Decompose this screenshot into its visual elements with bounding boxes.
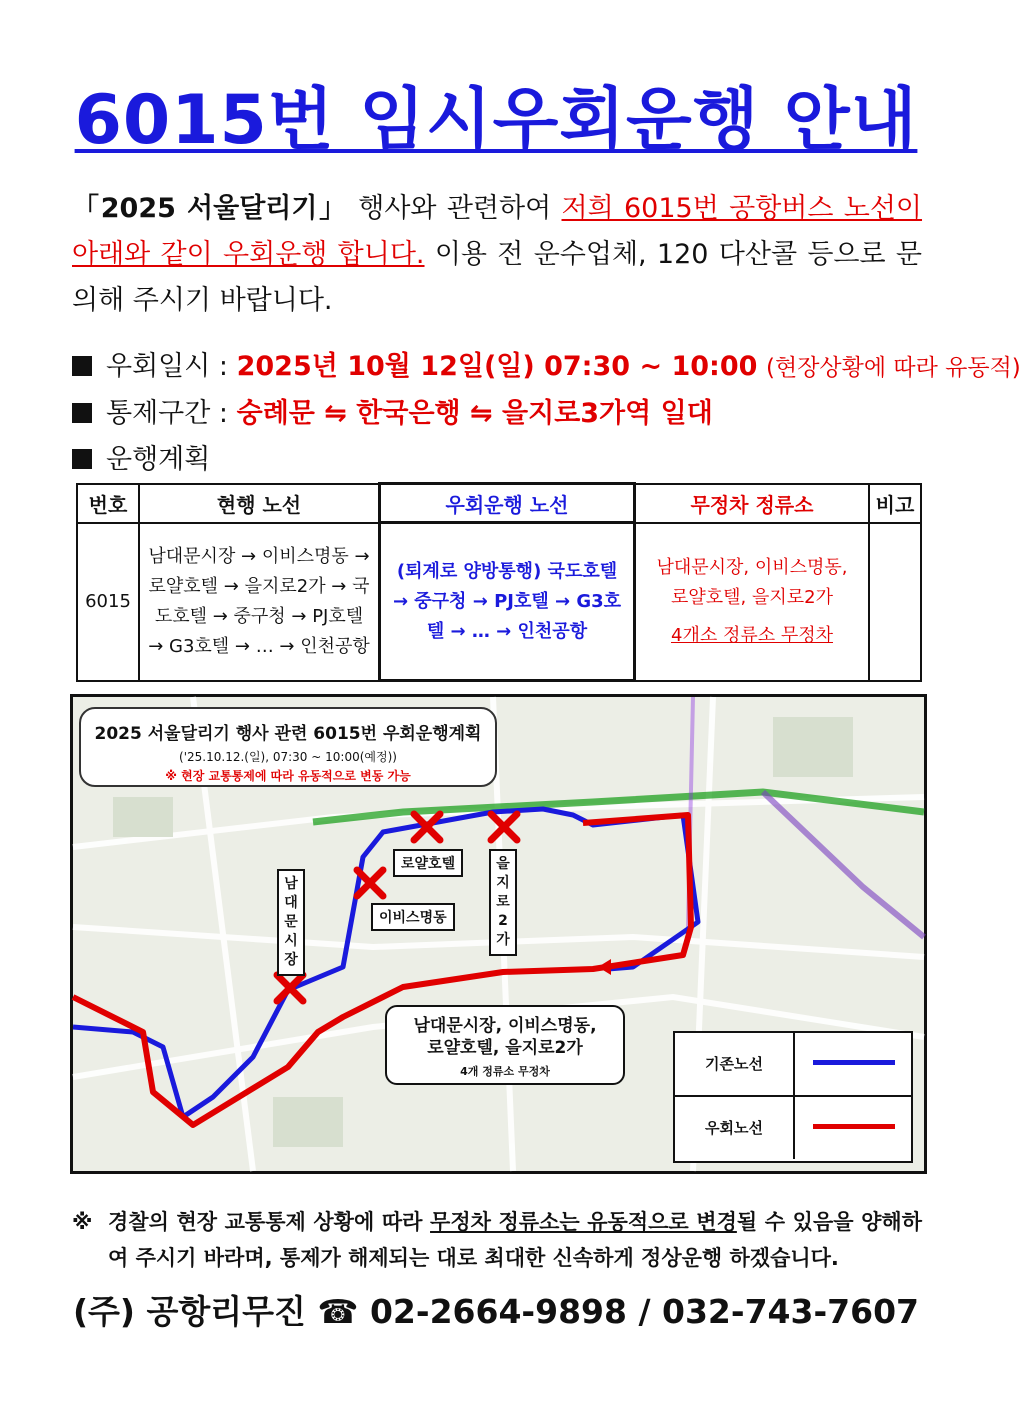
notice-mark: ※ bbox=[72, 1210, 93, 1234]
legend-detour-swatch bbox=[813, 1124, 895, 1129]
square-bullet-icon bbox=[72, 403, 92, 423]
header-current-route: 현행 노선 bbox=[139, 484, 380, 523]
map-legend bbox=[673, 1031, 913, 1163]
plan-label: 운행계획 bbox=[106, 444, 211, 475]
date-value: 2025년 10월 12일(일) 07:30 ~ 10:00 bbox=[236, 351, 758, 382]
map-subtitle: ('25.10.12.(일), 07:30 ~ 10:00(예정)) bbox=[179, 750, 397, 764]
stop-label-ibis-myeongdong: 이비스명동 bbox=[371, 903, 455, 931]
bullet-plan bbox=[72, 437, 942, 483]
map-title: 2025 서울달리기 행사 관련 6015번 우회운행계획 bbox=[94, 724, 482, 744]
map-warning: ※ 현장 교통통제에 따라 유동적으로 변동 가능 bbox=[165, 769, 411, 783]
date-label: 우회일시 : bbox=[106, 351, 229, 382]
header-remark: 비고 bbox=[869, 484, 921, 523]
bullet-area bbox=[72, 391, 942, 437]
header-number: 번호 bbox=[77, 484, 139, 523]
page-title: 6015번 임시우회운행 안내 bbox=[74, 81, 918, 160]
legend-detour-label: 우회노선 bbox=[675, 1097, 795, 1159]
header-detour-route: 우회운행 노선 bbox=[380, 484, 635, 523]
square-bullet-icon bbox=[72, 356, 92, 376]
cell-remark bbox=[869, 523, 921, 681]
route-map bbox=[70, 694, 927, 1174]
info-bullets bbox=[72, 344, 1021, 483]
area-value: 숭례문 ⇋ 한국은행 ⇋ 을지로3가역 일대 bbox=[236, 398, 713, 429]
notice bbox=[72, 1204, 922, 1276]
callout-line-2: 로얄호텔, 을지로2가 bbox=[427, 1038, 583, 1058]
cell-skipped-stops bbox=[635, 523, 870, 681]
event-name: 「2025 서울달리기」 bbox=[72, 193, 348, 224]
intro-text-1: 행사와 관련하여 bbox=[347, 193, 562, 224]
notice-text-1: 경찰의 현장 교통통제 상황에 따라 bbox=[108, 1210, 431, 1234]
notice-underlined: 무정차 정류소는 유동적으로 변경 bbox=[430, 1210, 737, 1234]
intro-highlight: 저희 6015번 공항버스 노선이 아래와 같이 우회운행 합니다. bbox=[72, 193, 923, 270]
cell-number: 6015 bbox=[77, 523, 139, 681]
legend-existing-swatch bbox=[813, 1060, 895, 1065]
callout-line-3: 4개 정류소 무정차 bbox=[460, 1065, 550, 1078]
skipped-stops-list: 남대문시장, 이비스명동, 로얄호텔, 을지로2가 bbox=[656, 556, 848, 608]
intro-text-2: 이용 전 운수업체, 120 다산콜 등으로 문의해 주시기 바랍니다. bbox=[72, 239, 922, 316]
callout-line-1: 남대문시장, 이비스명동, bbox=[413, 1016, 597, 1036]
header-skipped-stops: 무정차 정류소 bbox=[635, 484, 870, 523]
table-header-row bbox=[77, 484, 921, 523]
route-plan-table bbox=[76, 482, 922, 682]
legend-detour bbox=[675, 1097, 911, 1159]
stop-label-royal-hotel: 로얄호텔 bbox=[393, 849, 463, 877]
skipped-stops-callout bbox=[385, 1005, 625, 1085]
bullet-date bbox=[72, 344, 1021, 391]
skipped-stops-count: 4개소 정류소 무정차 bbox=[671, 624, 833, 646]
square-bullet-icon bbox=[72, 449, 92, 469]
map-title-box bbox=[79, 707, 497, 787]
stop-label-euljiro-2ga: 을지로2가 bbox=[489, 849, 517, 956]
cell-current-route: 남대문시장 → 이비스명동 → 로얄호텔 → 을지로2가 → 국도호텔 → 중구청 → PJ호텔 → G3호텔 → … → 인천공항 bbox=[139, 523, 380, 681]
notice-body bbox=[108, 1204, 922, 1276]
stop-label-namdaemun-market: 남대문시장 bbox=[277, 869, 305, 976]
cell-detour-route: (퇴계로 양방통행) 국도호텔 → 중구청 → PJ호텔 → G3호텔 → … → 인천공항 bbox=[380, 523, 635, 681]
legend-existing-label: 기존노선 bbox=[675, 1033, 795, 1095]
company-contact: (주) 공항리무진 ☎ 02-2664-9898 / 032-743-7607 bbox=[72, 1292, 920, 1331]
table-row bbox=[77, 523, 921, 681]
intro-paragraph bbox=[72, 186, 922, 324]
area-label: 통제구간 : bbox=[106, 398, 229, 429]
notice-text-2: 될 수 있음을 양해하여 주시기 바라며, 통제가 해제되는 대로 최대한 신속하게 정상운행 하겠습니다. bbox=[108, 1210, 922, 1270]
date-note: (현장상황에 따라 유동적) bbox=[766, 355, 1021, 381]
legend-existing bbox=[675, 1033, 911, 1097]
